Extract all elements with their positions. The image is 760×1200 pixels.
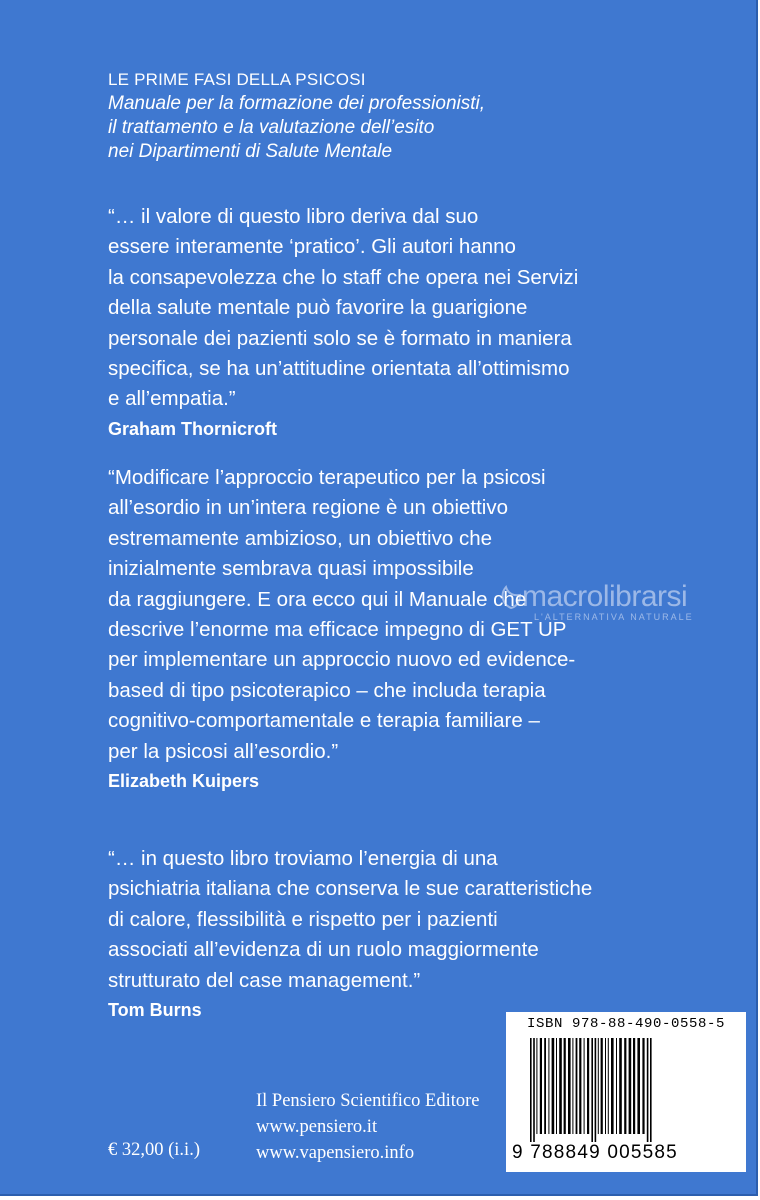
quote-author: Elizabeth Kuipers xyxy=(108,771,260,792)
watermark-brand: macrolibrarsi xyxy=(522,580,688,613)
barcode-bar xyxy=(584,1038,585,1134)
quote-line: “Modificare l’approccio terapeutico per la psicosi xyxy=(108,466,546,489)
isbn-label: ISBN 978-88-490-0558-5 xyxy=(526,1016,726,1032)
quote-line: all’esordio in un’intera regione è un obiettivo xyxy=(108,496,509,520)
quote-line: psichiatria italiana che conserva le sue caratteristiche xyxy=(108,877,593,901)
quote-line: la consapevolezza che lo staff che opera nei Servizi xyxy=(108,265,579,289)
barcode-bar xyxy=(556,1038,557,1134)
barcode-bar xyxy=(564,1038,566,1134)
barcode-bar xyxy=(642,1038,644,1134)
quote-line: per la psicosi all’esordio.” xyxy=(108,739,339,763)
barcode-bar xyxy=(624,1038,626,1134)
book-header xyxy=(108,68,668,164)
barcode-bar xyxy=(598,1038,599,1134)
quote-kuipers xyxy=(108,463,708,795)
quote-thornicroft xyxy=(108,202,708,443)
quote-line: associati all’evidenza di un ruolo maggiormente xyxy=(108,938,539,962)
publisher-website-2: www.vapensiero.info xyxy=(256,1143,415,1163)
watermark xyxy=(498,582,698,628)
book-title: LE PRIME FASI DELLA PSICOSI xyxy=(108,70,366,89)
barcode-bar xyxy=(576,1038,578,1134)
publisher-website: www.pensiero.it xyxy=(256,1117,378,1137)
barcode-bar xyxy=(540,1038,542,1134)
barcode-bar xyxy=(579,1038,581,1134)
quote-author: Tom Burns xyxy=(108,1000,202,1021)
barcode-bar xyxy=(530,1038,532,1142)
quote-line: e all’empatia.” xyxy=(108,387,236,411)
quote-line: da raggiungere. E ora ecco qui il Manuale che xyxy=(108,587,527,611)
quote-line: inizialmente sembrava quasi impossibile xyxy=(108,557,474,581)
quote-line: della salute mentale può favorire la guarigione xyxy=(108,296,528,320)
quote-author: Graham Thornicroft xyxy=(108,418,278,439)
publisher-info xyxy=(256,1088,479,1166)
quote-line: personale dei pazienti solo se è formato in maniera xyxy=(108,326,572,350)
subtitle-line: nei Dipartimenti di Salute Mentale xyxy=(108,141,393,162)
barcode-bar xyxy=(544,1038,546,1134)
quote-line: “… il valore di questo libro deriva dal suo xyxy=(108,205,479,228)
quote-line: specifica, se ha un’attitudine orientata all’ottimismo xyxy=(108,357,570,381)
barcode-bar xyxy=(536,1038,537,1134)
quote-burns xyxy=(108,844,708,1024)
barcode-bar xyxy=(637,1038,640,1134)
quote-line: “… in questo libro troviamo l’energia di una xyxy=(108,847,498,870)
barcode-bar xyxy=(633,1038,635,1134)
barcode-bar xyxy=(647,1038,649,1142)
watermark-tagline: L'ALTERNATIVA NATURALE xyxy=(534,612,694,622)
barcode-bar xyxy=(616,1038,617,1134)
quote-line: per implementare un approccio nuovo ed evidence- xyxy=(108,648,576,672)
barcode-bar xyxy=(568,1038,571,1134)
barcode-bar xyxy=(572,1038,573,1134)
barcode-bar xyxy=(548,1038,549,1134)
isbn-box xyxy=(506,1012,746,1172)
barcode-digits: 9 788849 005585 xyxy=(512,1142,678,1163)
barcode-bar xyxy=(552,1038,555,1134)
barcode-bar xyxy=(595,1038,597,1142)
quote-line: descrive l’enorme ma efficace impegno di GET UP xyxy=(108,618,567,642)
price: € 32,00 (i.i.) xyxy=(108,1140,200,1160)
leaf-logo-icon xyxy=(498,584,524,610)
barcode-bar xyxy=(533,1038,535,1142)
barcode-bar xyxy=(605,1038,606,1134)
quote-line: estremamente ambizioso, un obiettivo che xyxy=(108,526,493,550)
barcode-bar xyxy=(587,1038,589,1134)
barcode-bar xyxy=(650,1038,652,1142)
barcode-bar xyxy=(611,1038,614,1134)
barcode-bar xyxy=(608,1038,609,1134)
quote-line: strutturato del case management.” xyxy=(108,968,421,992)
barcode-bar xyxy=(559,1038,562,1134)
quote-line: based di tipo psicoterapico – che includa terapia xyxy=(108,678,546,702)
barcode-bar xyxy=(601,1038,603,1134)
subtitle-line: il trattamento e la valutazione dell’esito xyxy=(108,117,435,138)
barcode-bar xyxy=(591,1038,593,1142)
barcode xyxy=(526,1038,726,1142)
quote-line: cognitivo-comportamentale e terapia familiare – xyxy=(108,709,540,733)
subtitle-line: Manuale per la formazione dei professionisti, xyxy=(108,93,486,114)
publisher-name: Il Pensiero Scientifico Editore xyxy=(256,1091,480,1111)
quote-line: essere interamente ‘pratico’. Gli autori hanno xyxy=(108,235,516,259)
barcode-bar xyxy=(619,1038,622,1134)
barcode-bar xyxy=(629,1038,632,1134)
quote-line: di calore, flessibilità e rispetto per i pazienti xyxy=(108,907,498,931)
